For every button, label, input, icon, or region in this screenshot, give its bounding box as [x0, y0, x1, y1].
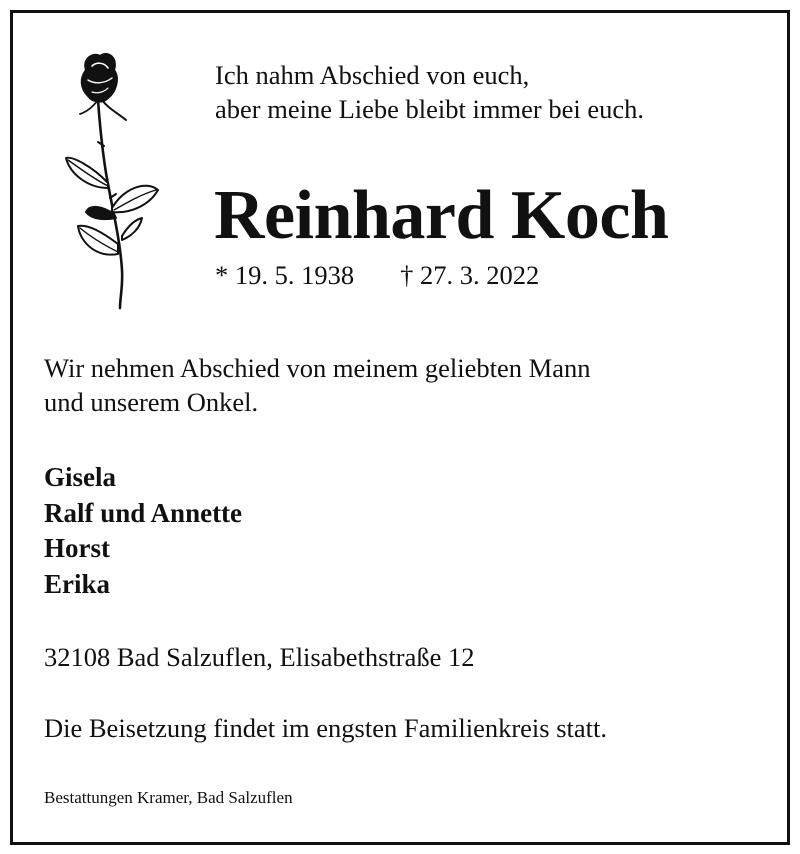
farewell-text: [44, 351, 590, 419]
mourner-name: Erika: [44, 568, 111, 599]
farewell-line-1: Wir nehmen Abschied von meinem geliebten Mann: [44, 353, 591, 383]
farewell-line-2: und unserem Onkel.: [44, 387, 259, 417]
mourner-name: Ralf und Annette: [44, 497, 243, 528]
mourners-list: [44, 460, 242, 602]
birth-date: * 19. 5. 1938: [215, 260, 355, 290]
memorial-quote: [215, 58, 644, 126]
quote-line-1: Ich nahm Abschied von euch,: [215, 60, 530, 90]
family-address: 32108 Bad Salzuflen, Elisabethstraße 12: [44, 642, 475, 672]
mourner-name: Horst: [44, 533, 110, 563]
death-date: † 27. 3. 2022: [400, 260, 540, 290]
deceased-name: Reinhard Koch: [214, 177, 669, 254]
rose-icon: [62, 48, 167, 310]
life-dates: [215, 258, 539, 292]
undertaker-credit: Bestattungen Kramer, Bad Salzuflen: [44, 788, 293, 807]
burial-notice: Die Beisetzung findet im engsten Familienkreis statt.: [44, 713, 608, 743]
quote-line-2: aber meine Liebe bleibt immer bei euch.: [215, 94, 644, 124]
mourner-name: Gisela: [44, 462, 116, 492]
